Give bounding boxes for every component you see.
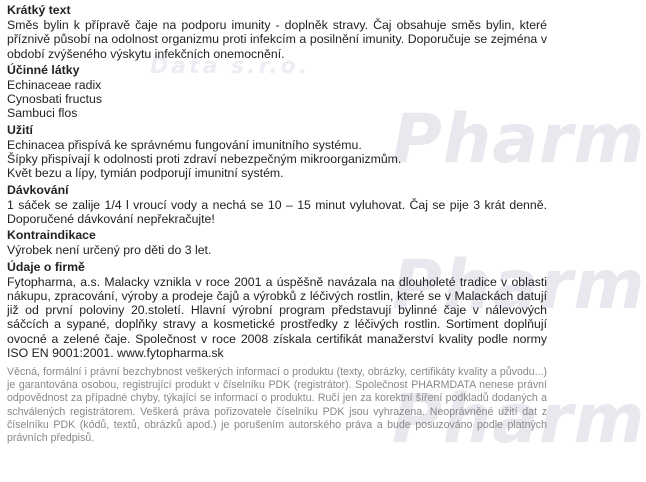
watermark-logo: Pharm — [392, 380, 646, 459]
section-body-kratky-text: Směs bylin k přípravě čaje na podporu imunity - doplněk stravy. Čaj obsahuje směs bylin, které příznivě působí na odolnost organizmu proti infekcím a posilnění imunity. Doporučuje se zejména v období zvýšeného výskytu infekčních onemocnění. — [7, 18, 547, 61]
usage-item: Květ bezu a lípy, tymián podporují imunitní systém. — [7, 166, 284, 181]
watermark-logo: Pharm — [392, 100, 646, 179]
watermark-subtext: Data s.r.o. — [150, 54, 311, 79]
section-heading-kontraindikace: Kontraindikace — [7, 228, 96, 243]
section-heading-davkovani: Dávkování — [7, 182, 69, 197]
usage-item: Šípky přispívají k odolnosti proti zdraví nebezpečným mikroorganizmům. — [7, 152, 402, 167]
product-description — [7, 3, 547, 360]
section-heading-udaje-o-firme: Údaje o firmě — [7, 259, 85, 274]
section-heading-ucinne-latky: Účinné látky — [7, 62, 80, 77]
ingredient-item: Sambuci flos — [7, 106, 78, 121]
ingredient-item: Echinaceae radix — [7, 77, 102, 92]
section-heading-uziti: Užití — [7, 122, 33, 137]
usage-item: Echinacea přispívá ke správnému fungování imunitního systému. — [7, 137, 362, 152]
section-body-udaje-o-firme: Fytopharma, a.s. Malacky vznikla v roce 2001 a úspěšně navázala na dlouholeté tradice v oblasti nákupu, zpracování, výroby a prodeje čajů a výrobků z léčivých rostlin, které se v Malackách datují již od první poloviny 20.století. Hlavní výrobní program představují bylinné čaje v nálevových sáčcích a sypané, doplňky stravy a kosmetické prostředky z léčivých rostlin. Sortiment doplňují ovocné a zelené čaje. Společnost v roce 2008 získala certifikát manažerství kvality podle normy ISO EN 9001:2001. www.fytopharma.sk — [7, 274, 547, 361]
section-heading-kratky-text: Krátký text — [7, 3, 71, 17]
legal-disclaimer: Věcná, formální i právní bezchybnost veškerých informací o produktu (texty, obrázky, certifikáty kvality a původu...) je garantována osobou, registrující produkt v číselníku PDK (registrátor). Společnost PHARMDATA nenese právní odpovědnost za případné chyby, týkající se informací o produktu. Ručí jen za korektní šíření podkladů dodaných a schválených registrátorem. Veškerá práva pořizovatele číselníku PDK jsou vyhrazena. Neoprávněné užití dat z číselníku PDK (kódů, textů, obrázků apod.) je porušením autorského práva a bude posuzováno podle platných právních předpisů. — [7, 366, 547, 445]
watermark-logo: Pharm — [392, 246, 646, 325]
ingredient-item: Cynosbati fructus — [7, 92, 103, 107]
section-body-davkovani: 1 sáček se zalije 1/4 l vroucí vody a nechá se 10 – 15 minut vyluhovat. Čaj se pije 3 krát denně. Doporučené dávkování nepřekračujte! — [7, 197, 547, 226]
section-body-kontraindikace: Výrobek není určený pro děti do 3 let. — [7, 243, 212, 258]
